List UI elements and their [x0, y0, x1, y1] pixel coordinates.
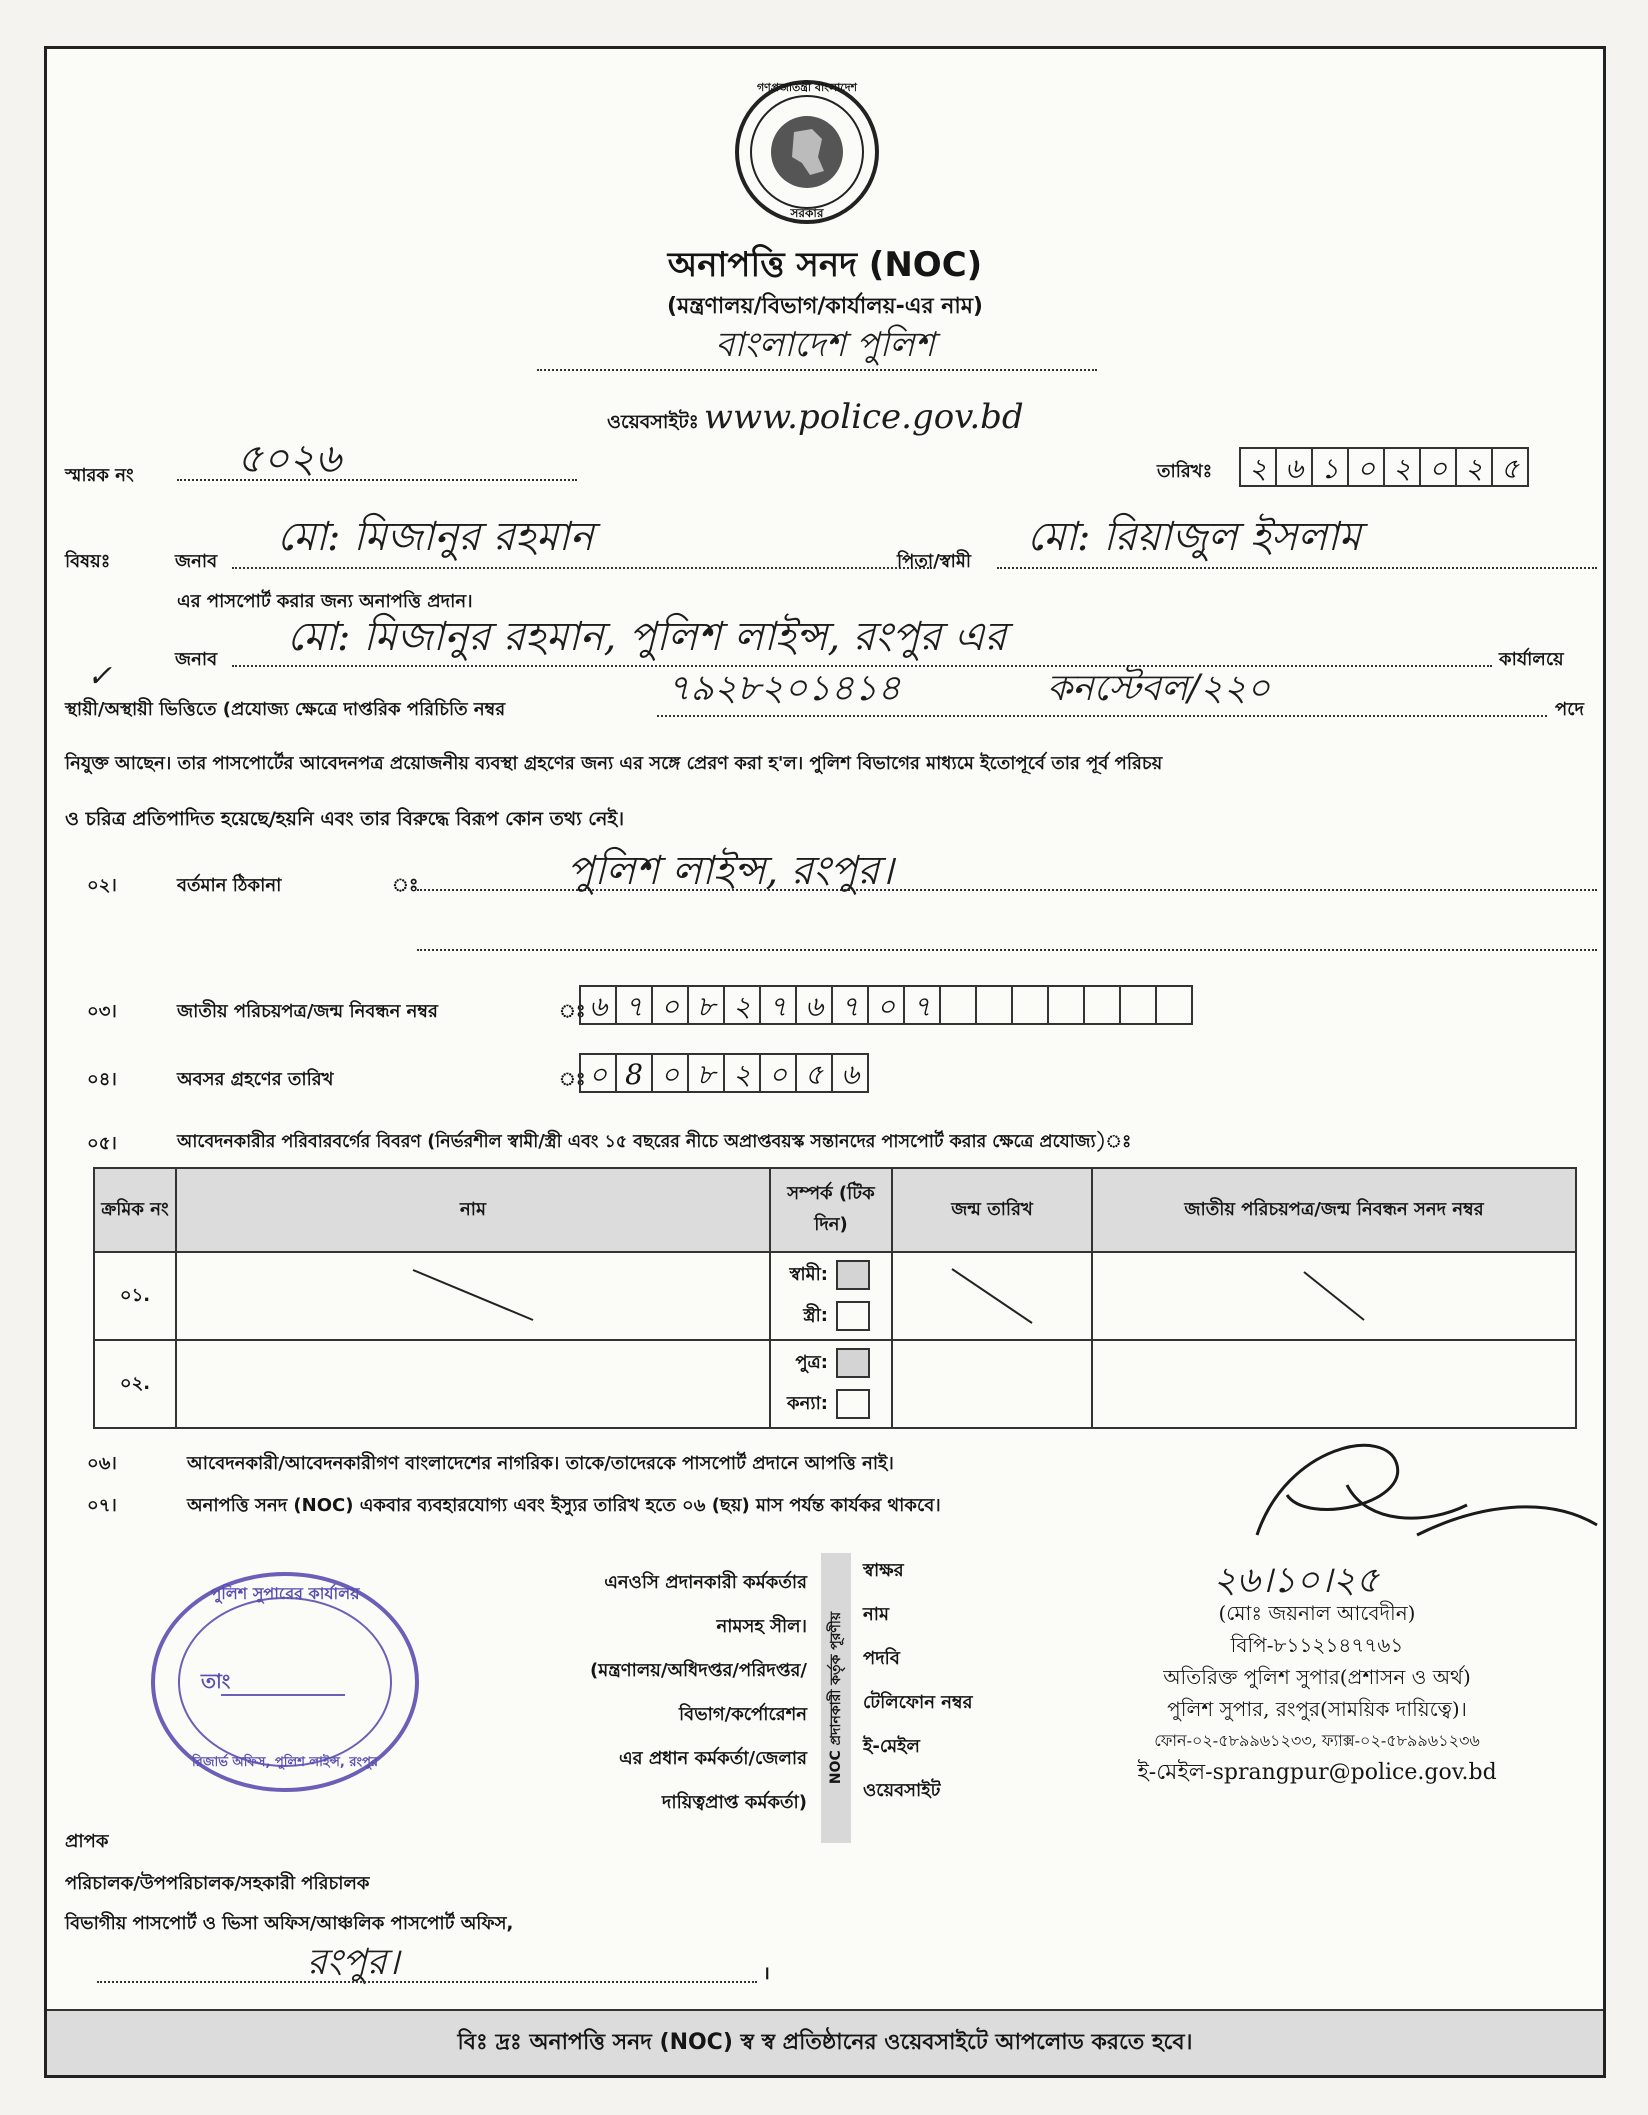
officer-designation-2: পুলিশ সুপার, রংপুর(সাময়িক দায়িত্বে)। [1167, 1697, 1467, 1721]
field-telephone: টেলিফোন নম্বর [863, 1692, 973, 1713]
strike-line-icon [1274, 1264, 1394, 1324]
intro-paragraph-1: নিযুক্ত আছেন। তার পাসপোর্টের আবেদনপত্র প্রয়োজনীয় ব্যবস্থা গ্রহণের জন্য এর সঙ্গে প্রেরণ করা হ'ল। পুলিশ বিভাগের মাধ্যমে ইতোপূর্বে তার পূর্ব পরিচয় [65, 753, 1163, 774]
signatory-line: (মন্ত্রণালয়/অধিদপ্তর/পরিদপ্তর/ [590, 1660, 807, 1681]
post-suffix: পদে [1555, 699, 1584, 720]
nid-digit-box: ৬ [795, 985, 833, 1025]
field-signature: স্বাক্ষর [863, 1560, 904, 1581]
nid-digit-box: ০ [651, 985, 689, 1025]
retirement-digit-box: ০ [651, 1053, 689, 1093]
row-serial: ০২. [94, 1340, 176, 1428]
son-checkbox[interactable] [836, 1348, 870, 1378]
sign-date: ২৬।১০।২৫ [1213, 1560, 1380, 1601]
signatory-left-block [427, 1561, 807, 1825]
row-birth-cell [892, 1252, 1092, 1340]
signatory-line: দায়িত্বপ্রাপ্ত কর্মকর্তা) [661, 1792, 807, 1813]
officer-email: ই-মেইল-sprangpur@police.gov.bd [1137, 1760, 1497, 1785]
nid-digit-box: ০ [867, 985, 905, 1025]
signatory-line: নামসহ সীল। [716, 1616, 807, 1637]
intro-name-office: মো: মিজানুর রহমান, পুলিশ লাইন্স, রংপুর এর [287, 614, 1007, 660]
item02-colon: ঃ [392, 875, 419, 896]
item02-num: ০২। [87, 875, 117, 896]
recipient-line-2: বিভাগীয় পাসপোর্ট ও ভিসা অফিস/আঞ্চলিক পাসপোর্ট অফিস, [65, 1913, 514, 1934]
signatory-line: এনওসি প্রদানকারী কর্মকর্তার [604, 1572, 807, 1593]
retirement-digit-box: ৫ [795, 1053, 833, 1093]
item07-num: ০৭। [87, 1495, 117, 1516]
office-seal [145, 1567, 425, 1797]
document-title: অনাপত্তি সনদ (NOC) [667, 245, 983, 285]
intro-paragraph-2: ও চরিত্র প্রতিপাদিত হয়েছে/হয়নি এবং তার বিরুদ্ধে বিরূপ কোন তথ্য নেই। [65, 808, 625, 830]
item03-colon: ঃ [559, 1001, 586, 1022]
col-name: নাম [176, 1168, 770, 1252]
col-relation: সম্পর্ক (টিক দিন) [770, 1168, 892, 1252]
item07-text: অনাপত্তি সনদ (NOC) একবার ব্যবহারযোগ্য এবং ইস্যুর তারিখ হতে ০৬ (ছয়) মাস পর্যন্ত কার্যকর থাকবে। [187, 1495, 941, 1516]
vertical-label-box [821, 1553, 851, 1843]
item03-label: জাতীয় পরিচয়পত্র/জন্ম নিবন্ধন নম্বর [177, 1001, 438, 1022]
post-value: কনস্টেবল/২২০ [1047, 668, 1271, 709]
retirement-date-boxes [579, 1053, 867, 1093]
nid-digit-box: ২ [723, 985, 761, 1025]
nid-number-boxes [579, 985, 1191, 1025]
signatory-line: এর প্রধান কর্মকর্তা/জেলার [618, 1748, 807, 1769]
field-name: নাম [863, 1604, 889, 1625]
item02-label: বর্তমান ঠিকানা [177, 875, 282, 896]
date-digit-box: ১ [1311, 447, 1349, 487]
present-address: পুলিশ লাইন্স, রংপুর। [567, 848, 894, 894]
item04-num: ০৪। [87, 1069, 117, 1090]
nid-digit-box: ৭ [831, 985, 869, 1025]
nid-digit-box [1119, 985, 1157, 1025]
nid-digit-box [1083, 985, 1121, 1025]
nid-digit-box: ৭ [903, 985, 941, 1025]
emblem-top-text: গণপ্রজাতন্ত্রী বাংলাদেশ [756, 81, 858, 94]
officer-name: (মোঃ জয়নাল আবেদীন) [1218, 1601, 1416, 1625]
signatory-fields [863, 1549, 973, 1813]
recipient-end: । [763, 1963, 770, 1984]
date-digit-box: ০ [1419, 447, 1457, 487]
official-id-number: ৭৯২৮২০১৪১৪ [667, 668, 901, 709]
item06-text: আবেদনকারী/আবেদনকারীগণ বাংলাদেশের নাগরিক। তাকে/তাদেরকে পাসপোর্ট প্রদানে আপত্তি নাই। [187, 1453, 894, 1474]
subject-line2: এর পাসপোর্ট করার জন্য অনাপত্তি প্রদান। [177, 591, 473, 612]
retirement-digit-box: ৬ [831, 1053, 869, 1093]
footer-note: বিঃ দ্রঃ অনাপত্তি সনদ (NOC) স্ব স্ব প্রতিষ্ঠানের ওয়েবসাইটে আপলোড করতে হবে। [47, 2009, 1603, 2075]
row-birth-cell [892, 1340, 1092, 1428]
family-table-header [94, 1168, 1576, 1252]
seal-text: পুলিশ সুপারের কার্যালয় [210, 1584, 360, 1603]
officer-bp: বিপি-৮১১২১৪৭৭৬১ [1230, 1633, 1404, 1657]
vertical-label: NOC প্রদানকারী কর্তৃক পূরণীয় [828, 1611, 844, 1785]
memo-value: ৫০২৬ [237, 436, 341, 482]
retirement-digit-box: 8 [615, 1053, 653, 1093]
date-digit-box: ০ [1347, 447, 1385, 487]
item05-num: ০৫। [87, 1133, 117, 1154]
retirement-digit-box: ২ [723, 1053, 761, 1093]
row-nid-cell [1092, 1252, 1576, 1340]
website-label: ওয়েবসাইটঃ [607, 411, 699, 433]
retirement-digit-box: ৮ [687, 1053, 725, 1093]
permanent-label: স্থায়ী/অস্থায়ী ভিত্তিতে (প্রযোজ্য ক্ষেত্রে দাপ্তরিক পরিচিতি নম্বর [65, 699, 506, 720]
date-digit-box: ৫ [1491, 447, 1529, 487]
date-digit-box: ২ [1455, 447, 1493, 487]
date-label: তারিখঃ [1157, 461, 1213, 482]
date-digit-box: ৬ [1275, 447, 1313, 487]
memo-label: স্মারক নং [65, 465, 134, 486]
signatory-info [1047, 1597, 1587, 1789]
item05-label: আবেদনকারীর পরিবারবর্গের বিবরণ (নির্ভরশীল স্বামী/স্ত্রী এবং ১৫ বছরের নীচে অপ্রাপ্তবয়স্ক সন্তানদের পাসপোর্ট করার ক্ষেত্রে প্রযোজ্য)ঃ [177, 1132, 1132, 1152]
strike-line-icon [932, 1259, 1052, 1329]
nid-digit-box [939, 985, 977, 1025]
wife-checkbox[interactable] [836, 1301, 870, 1331]
item04-label: অবসর গ্রহণের তারিখ [177, 1069, 334, 1090]
daughter-checkbox[interactable] [836, 1389, 870, 1419]
item03-num: ০৩। [87, 1001, 117, 1022]
father-name: মো: রিয়াজুল ইসলাম [1027, 514, 1361, 560]
noc-document [44, 46, 1606, 2078]
emblem-bottom-text: সরকার [790, 206, 824, 220]
item04-colon: ঃ [559, 1069, 586, 1090]
nid-digit-box: ৭ [759, 985, 797, 1025]
nid-digit-box [1011, 985, 1049, 1025]
document-subtitle: (মন্ত্রণালয়/বিভাগ/কার্যালয়-এর নাম) [667, 294, 983, 319]
check-mark: ✓ [87, 659, 113, 694]
row-serial: ০১. [94, 1252, 176, 1340]
relation-daughter-label: কন্যা: [787, 1393, 828, 1414]
row-nid-cell [1092, 1340, 1576, 1428]
nid-digit-box [1155, 985, 1193, 1025]
family-table [93, 1167, 1577, 1429]
father-label: পিতা/স্বামী [897, 551, 971, 572]
seal-date-label: তাং [201, 1669, 231, 1693]
table-row [94, 1340, 1576, 1428]
date-digit-box: ২ [1383, 447, 1421, 487]
recipient-place: রংপুর। [307, 1942, 400, 1983]
date-digit-box: ২ [1239, 447, 1277, 487]
government-emblem [732, 77, 882, 227]
relation-son-label: পুত্র: [795, 1352, 828, 1373]
nid-digit-box [1047, 985, 1085, 1025]
officer-designation-1: অতিরিক্ত পুলিশ সুপার(প্রশাসন ও অর্থ) [1163, 1665, 1471, 1689]
memo-date-boxes [1239, 447, 1527, 487]
item06-num: ০৬। [87, 1453, 117, 1474]
recipient-line-1: পরিচালক/উপপরিচালক/সহকারী পরিচালক [65, 1873, 370, 1894]
signatory-line: বিভাগ/কর্পোরেশন [679, 1704, 807, 1725]
row-relation-cell [770, 1340, 892, 1428]
office-suffix: কার্যালয়ে [1499, 649, 1564, 670]
retirement-digit-box: ০ [579, 1053, 617, 1093]
recipient-label: প্রাপক [65, 1831, 109, 1852]
intro-janab: জনাব [175, 649, 218, 670]
relation-wife-label: স্ত্রী: [803, 1305, 828, 1326]
applicant-name: মো: মিজানুর রহমান [277, 514, 594, 560]
officer-phone: ফোন-০২-৫৮৯৯৬১২৩৩, ফ্যাক্স-০২-৫৮৯৯৬১২৩৬ [1154, 1731, 1480, 1750]
field-designation: পদবি [863, 1648, 900, 1669]
website-value: www.police.gov.bd [703, 397, 1024, 437]
relation-husband-label: স্বামী: [789, 1264, 828, 1285]
husband-checkbox[interactable] [836, 1260, 870, 1290]
office-name: বাংলাদেশ পুলিশ [715, 325, 935, 365]
nid-digit-box: ৭ [615, 985, 653, 1025]
row-name-cell [176, 1340, 770, 1428]
col-serial: ক্রমিক নং [94, 1168, 176, 1252]
row-name-cell [176, 1252, 770, 1340]
subject-label: বিষয়ঃ [65, 551, 111, 572]
col-nid: জাতীয় পরিচয়পত্র/জন্ম নিবন্ধন সনদ নম্বর [1092, 1168, 1576, 1252]
field-website: ওয়েবসাইট [863, 1780, 941, 1801]
table-row [94, 1252, 1576, 1340]
strike-line-icon [373, 1264, 573, 1324]
col-birth-date: জন্ম তারিখ [892, 1168, 1092, 1252]
row-relation-cell [770, 1252, 892, 1340]
nid-digit-box: ৮ [687, 985, 725, 1025]
nid-digit-box: ৬ [579, 985, 617, 1025]
subject-janab: জনাব [175, 551, 218, 572]
retirement-digit-box: ০ [759, 1053, 797, 1093]
nid-digit-box [975, 985, 1013, 1025]
field-email: ই-মেইল [863, 1736, 920, 1757]
seal-bottom-text: রিজার্ভ অফিস, পুলিশ লাইন্স, রংপুর [191, 1755, 379, 1770]
